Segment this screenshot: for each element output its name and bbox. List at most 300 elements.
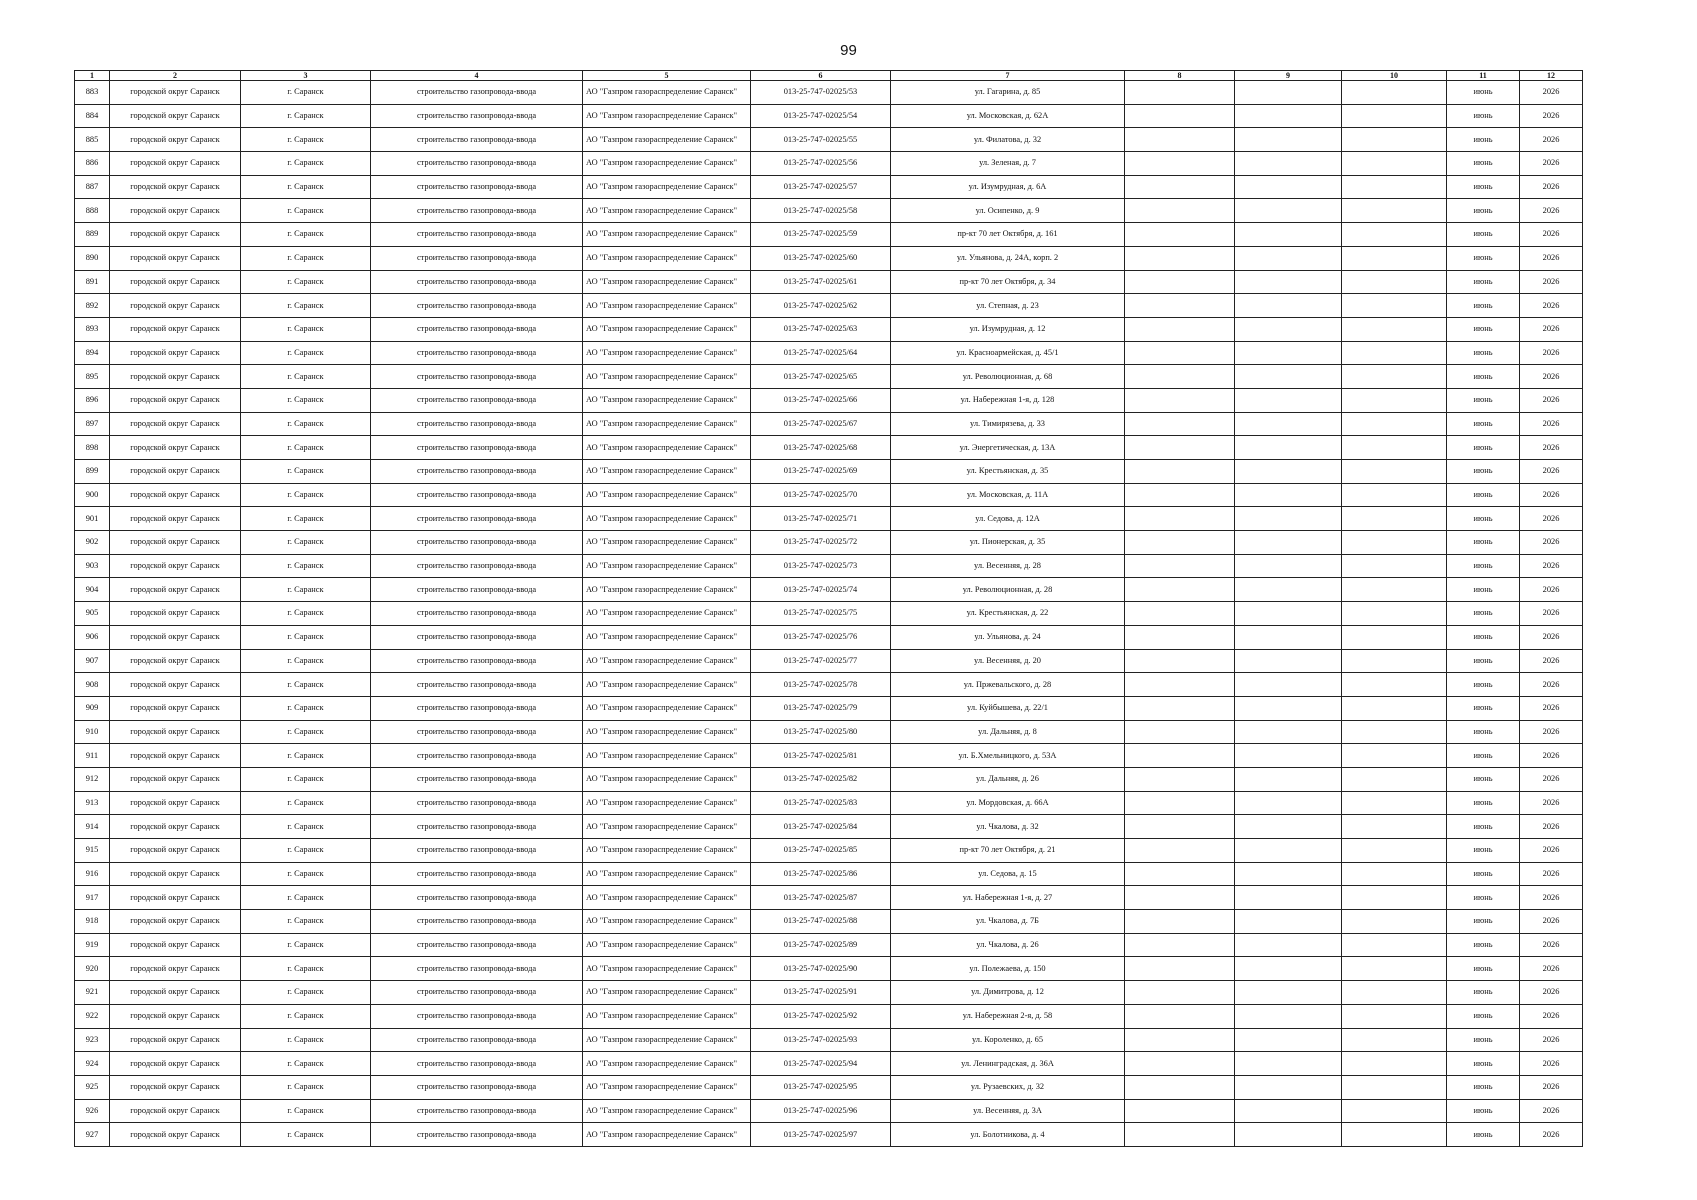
table-cell: [1235, 767, 1342, 791]
table-cell: 013-25-747-02025/71: [751, 507, 891, 531]
table-row: [75, 673, 1583, 697]
table-cell: ул. Набережная 1-я, д. 128: [891, 388, 1125, 412]
table-cell: [1125, 910, 1235, 934]
table-cell: июнь: [1447, 602, 1520, 626]
table-cell: 919: [75, 933, 110, 957]
table-cell: 013-25-747-02025/88: [751, 910, 891, 934]
table-cell: [1342, 673, 1447, 697]
table-cell: АО "Газпром газораспределение Саранск": [583, 815, 751, 839]
table-cell: 925: [75, 1075, 110, 1099]
table-row: [75, 460, 1583, 484]
table-cell: строительство газопровода-ввода: [371, 910, 583, 934]
table-cell: 892: [75, 294, 110, 318]
table-row: [75, 199, 1583, 223]
table-cell: строительство газопровода-ввода: [371, 460, 583, 484]
table-cell: ул. Б.Хмельницкого, д. 53А: [891, 744, 1125, 768]
table-cell: 013-25-747-02025/82: [751, 767, 891, 791]
table-cell: [1125, 744, 1235, 768]
table-cell: [1125, 199, 1235, 223]
table-cell: АО "Газпром газораспределение Саранск": [583, 720, 751, 744]
table-cell: 2026: [1520, 365, 1583, 389]
table-cell: АО "Газпром газораспределение Саранск": [583, 1075, 751, 1099]
table-cell: июнь: [1447, 696, 1520, 720]
table-cell: г. Саранск: [241, 388, 371, 412]
table-cell: строительство газопровода-ввода: [371, 815, 583, 839]
table-cell: [1235, 104, 1342, 128]
table-cell: АО "Газпром газораспределение Саранск": [583, 365, 751, 389]
table-cell: городской округ Саранск: [110, 1123, 241, 1147]
table-row: [75, 81, 1583, 105]
table-cell: 912: [75, 767, 110, 791]
table-cell: г. Саранск: [241, 886, 371, 910]
table-cell: [1125, 436, 1235, 460]
table-cell: строительство газопровода-ввода: [371, 436, 583, 460]
table-cell: АО "Газпром газораспределение Саранск": [583, 507, 751, 531]
table-cell: строительство газопровода-ввода: [371, 720, 583, 744]
table-cell: июнь: [1447, 554, 1520, 578]
table-cell: АО "Газпром газораспределение Саранск": [583, 767, 751, 791]
table-row: [75, 507, 1583, 531]
table-cell: АО "Газпром газораспределение Саранск": [583, 649, 751, 673]
table-cell: [1235, 649, 1342, 673]
table-cell: 2026: [1520, 696, 1583, 720]
table-cell: июнь: [1447, 862, 1520, 886]
table-cell: [1342, 886, 1447, 910]
table-cell: 013-25-747-02025/57: [751, 175, 891, 199]
table-row: [75, 412, 1583, 436]
table-cell: строительство газопровода-ввода: [371, 294, 583, 318]
table-cell: 013-25-747-02025/97: [751, 1123, 891, 1147]
table-cell: 890: [75, 246, 110, 270]
table-cell: строительство газопровода-ввода: [371, 1075, 583, 1099]
table-cell: г. Саранск: [241, 933, 371, 957]
table-cell: июнь: [1447, 412, 1520, 436]
table-cell: ул. Весенняя, д. 28: [891, 554, 1125, 578]
table-cell: [1235, 270, 1342, 294]
table-cell: ул. Ульянова, д. 24А, корп. 2: [891, 246, 1125, 270]
table-cell: ул. Ульянова, д. 24: [891, 625, 1125, 649]
table-cell: [1342, 1028, 1447, 1052]
table-cell: 2026: [1520, 673, 1583, 697]
table-row: [75, 981, 1583, 1005]
table-cell: [1342, 957, 1447, 981]
table-cell: ул. Крестьянская, д. 22: [891, 602, 1125, 626]
table-cell: 905: [75, 602, 110, 626]
table-cell: строительство газопровода-ввода: [371, 317, 583, 341]
table-cell: 884: [75, 104, 110, 128]
table-cell: 917: [75, 886, 110, 910]
table-cell: строительство газопровода-ввода: [371, 744, 583, 768]
table-cell: АО "Газпром газораспределение Саранск": [583, 128, 751, 152]
table-cell: 2026: [1520, 175, 1583, 199]
table-cell: [1125, 1099, 1235, 1123]
table-cell: 013-25-747-02025/61: [751, 270, 891, 294]
table-cell: 2026: [1520, 317, 1583, 341]
table-cell: июнь: [1447, 128, 1520, 152]
table-cell: г. Саранск: [241, 507, 371, 531]
table-cell: июнь: [1447, 981, 1520, 1005]
table-cell: [1125, 294, 1235, 318]
table-cell: [1342, 507, 1447, 531]
table-cell: [1342, 388, 1447, 412]
table-cell: [1342, 1075, 1447, 1099]
table-cell: строительство газопровода-ввода: [371, 839, 583, 863]
table-cell: [1342, 199, 1447, 223]
table-cell: 013-25-747-02025/58: [751, 199, 891, 223]
table-cell: 2026: [1520, 625, 1583, 649]
table-cell: АО "Газпром газораспределение Саранск": [583, 554, 751, 578]
table-cell: АО "Газпром газораспределение Саранск": [583, 388, 751, 412]
table-cell: [1342, 1123, 1447, 1147]
table-cell: [1125, 933, 1235, 957]
table-cell: [1235, 436, 1342, 460]
table-cell: 2026: [1520, 199, 1583, 223]
table-cell: 2026: [1520, 412, 1583, 436]
table-cell: [1235, 152, 1342, 176]
table-cell: [1235, 578, 1342, 602]
table-cell: строительство газопровода-ввода: [371, 483, 583, 507]
table-cell: 013-25-747-02025/94: [751, 1052, 891, 1076]
table-cell: 2026: [1520, 744, 1583, 768]
table-cell: г. Саранск: [241, 294, 371, 318]
table-cell: июнь: [1447, 199, 1520, 223]
table-cell: строительство газопровода-ввода: [371, 957, 583, 981]
table-cell: городской округ Саранск: [110, 649, 241, 673]
table-body: [75, 81, 1583, 1147]
table-cell: [1235, 602, 1342, 626]
table-cell: [1125, 578, 1235, 602]
table-cell: г. Саранск: [241, 246, 371, 270]
table-row: [75, 602, 1583, 626]
table-cell: [1342, 839, 1447, 863]
table-cell: июнь: [1447, 223, 1520, 247]
table-cell: г. Саранск: [241, 981, 371, 1005]
table-cell: ул. Болотникова, д. 4: [891, 1123, 1125, 1147]
table-cell: [1342, 270, 1447, 294]
table-cell: городской округ Саранск: [110, 673, 241, 697]
table-cell: 908: [75, 673, 110, 697]
table-cell: июнь: [1447, 673, 1520, 697]
table-cell: ул. Гагарина, д. 85: [891, 81, 1125, 105]
table-cell: [1125, 839, 1235, 863]
table-cell: 013-25-747-02025/63: [751, 317, 891, 341]
table-cell: [1125, 531, 1235, 555]
table-cell: [1235, 791, 1342, 815]
table-row: [75, 720, 1583, 744]
table-cell: 918: [75, 910, 110, 934]
table-cell: строительство газопровода-ввода: [371, 1028, 583, 1052]
table-cell: г. Саранск: [241, 673, 371, 697]
table-cell: [1342, 602, 1447, 626]
table-cell: ул. Степная, д. 23: [891, 294, 1125, 318]
table-cell: июнь: [1447, 483, 1520, 507]
table-cell: 013-25-747-02025/75: [751, 602, 891, 626]
table-row: [75, 365, 1583, 389]
table-cell: июнь: [1447, 104, 1520, 128]
table-cell: г. Саранск: [241, 578, 371, 602]
table-cell: июнь: [1447, 436, 1520, 460]
table-cell: [1125, 720, 1235, 744]
table-cell: строительство газопровода-ввода: [371, 1052, 583, 1076]
table-cell: 2026: [1520, 886, 1583, 910]
table-cell: [1342, 910, 1447, 934]
page-number: 99: [840, 42, 857, 59]
table-cell: [1342, 578, 1447, 602]
table-cell: г. Саранск: [241, 1028, 371, 1052]
table-cell: [1235, 839, 1342, 863]
table-cell: строительство газопровода-ввода: [371, 199, 583, 223]
table-cell: [1125, 1028, 1235, 1052]
table-cell: г. Саранск: [241, 531, 371, 555]
table-cell: г. Саранск: [241, 1099, 371, 1123]
table-cell: [1342, 625, 1447, 649]
table-cell: ул. Весенняя, д. 3А: [891, 1099, 1125, 1123]
table-cell: июнь: [1447, 815, 1520, 839]
table-cell: городской округ Саранск: [110, 81, 241, 105]
table-cell: ул. Изумрудная, д. 12: [891, 317, 1125, 341]
table-cell: городской округ Саранск: [110, 507, 241, 531]
table-cell: 2026: [1520, 767, 1583, 791]
table-cell: г. Саранск: [241, 365, 371, 389]
table-cell: 2026: [1520, 815, 1583, 839]
table-cell: городской округ Саранск: [110, 246, 241, 270]
table-cell: городской округ Саранск: [110, 578, 241, 602]
table-cell: [1125, 152, 1235, 176]
table-row: [75, 104, 1583, 128]
table-cell: [1235, 1123, 1342, 1147]
table-cell: строительство газопровода-ввода: [371, 152, 583, 176]
table-cell: ул. Осипенко, д. 9: [891, 199, 1125, 223]
table-cell: [1125, 981, 1235, 1005]
table-cell: 013-25-747-02025/92: [751, 1004, 891, 1028]
table-cell: [1125, 791, 1235, 815]
table-cell: 013-25-747-02025/62: [751, 294, 891, 318]
table-cell: ул. Седова, д. 12А: [891, 507, 1125, 531]
table-row: [75, 933, 1583, 957]
table-cell: 2026: [1520, 507, 1583, 531]
table-cell: [1342, 412, 1447, 436]
table-cell: 900: [75, 483, 110, 507]
table-cell: 2026: [1520, 910, 1583, 934]
table-cell: 2026: [1520, 483, 1583, 507]
table-cell: ул. Ленинградская, д. 36А: [891, 1052, 1125, 1076]
table-cell: городской округ Саранск: [110, 862, 241, 886]
table-cell: [1235, 1052, 1342, 1076]
table-cell: [1235, 294, 1342, 318]
table-row: [75, 1099, 1583, 1123]
table-cell: городской округ Саранск: [110, 815, 241, 839]
table-cell: [1125, 815, 1235, 839]
table-cell: 013-25-747-02025/73: [751, 554, 891, 578]
table-cell: АО "Газпром газораспределение Саранск": [583, 602, 751, 626]
table-cell: [1235, 531, 1342, 555]
table-cell: 013-25-747-02025/89: [751, 933, 891, 957]
table-row: [75, 625, 1583, 649]
table-row: [75, 246, 1583, 270]
table-cell: 013-25-747-02025/76: [751, 625, 891, 649]
table-cell: июнь: [1447, 175, 1520, 199]
table-cell: ул. Крестьянская, д. 35: [891, 460, 1125, 484]
table-cell: июнь: [1447, 531, 1520, 555]
table-cell: 887: [75, 175, 110, 199]
table-cell: 013-25-747-02025/70: [751, 483, 891, 507]
table-cell: городской округ Саранск: [110, 625, 241, 649]
table-cell: [1342, 1004, 1447, 1028]
table-cell: [1235, 1099, 1342, 1123]
table-cell: строительство газопровода-ввода: [371, 531, 583, 555]
table-cell: строительство газопровода-ввода: [371, 886, 583, 910]
table-cell: г. Саранск: [241, 152, 371, 176]
table-cell: 897: [75, 412, 110, 436]
table-cell: городской округ Саранск: [110, 483, 241, 507]
table-cell: АО "Газпром газораспределение Саранск": [583, 317, 751, 341]
table-cell: [1342, 128, 1447, 152]
table-cell: июнь: [1447, 507, 1520, 531]
table-cell: [1342, 744, 1447, 768]
table-cell: строительство газопровода-ввода: [371, 81, 583, 105]
table-cell: АО "Газпром газораспределение Саранск": [583, 483, 751, 507]
table-cell: АО "Газпром газораспределение Саранск": [583, 246, 751, 270]
table-cell: 013-25-747-02025/96: [751, 1099, 891, 1123]
table-cell: г. Саранск: [241, 81, 371, 105]
table-cell: г. Саранск: [241, 128, 371, 152]
table-cell: ул. Димитрова, д. 12: [891, 981, 1125, 1005]
table-cell: АО "Газпром газораспределение Саранск": [583, 341, 751, 365]
table-cell: июнь: [1447, 1099, 1520, 1123]
table-cell: [1125, 270, 1235, 294]
column-header: 10: [1342, 71, 1447, 81]
table-cell: 2026: [1520, 246, 1583, 270]
table-cell: городской округ Саранск: [110, 886, 241, 910]
table-cell: АО "Газпром газораспределение Саранск": [583, 436, 751, 460]
table-cell: 915: [75, 839, 110, 863]
table-cell: пр-кт 70 лет Октября, д. 34: [891, 270, 1125, 294]
table-cell: 922: [75, 1004, 110, 1028]
table-cell: 2026: [1520, 720, 1583, 744]
table-cell: 883: [75, 81, 110, 105]
table-cell: [1235, 507, 1342, 531]
table-cell: пр-кт 70 лет Октября, д. 161: [891, 223, 1125, 247]
table-cell: АО "Газпром газораспределение Саранск": [583, 460, 751, 484]
table-cell: 013-25-747-02025/95: [751, 1075, 891, 1099]
column-header: 8: [1125, 71, 1235, 81]
column-header: 11: [1447, 71, 1520, 81]
table-cell: [1235, 744, 1342, 768]
table-cell: 913: [75, 791, 110, 815]
table-cell: июнь: [1447, 81, 1520, 105]
table-cell: городской округ Саранск: [110, 791, 241, 815]
table-cell: строительство газопровода-ввода: [371, 270, 583, 294]
table-cell: ул. Чкалова, д. 32: [891, 815, 1125, 839]
table-cell: [1235, 886, 1342, 910]
table-cell: АО "Газпром газораспределение Саранск": [583, 223, 751, 247]
table-cell: ул. Куйбышева, д. 22/1: [891, 696, 1125, 720]
table-cell: г. Саранск: [241, 791, 371, 815]
table-cell: 2026: [1520, 578, 1583, 602]
table-cell: июнь: [1447, 1123, 1520, 1147]
table-cell: г. Саранск: [241, 270, 371, 294]
table-cell: ул. Филатова, д. 32: [891, 128, 1125, 152]
table-cell: 013-25-747-02025/90: [751, 957, 891, 981]
column-header: 4: [371, 71, 583, 81]
table-cell: [1125, 317, 1235, 341]
table-cell: строительство газопровода-ввода: [371, 673, 583, 697]
table-cell: [1125, 507, 1235, 531]
table-cell: 013-25-747-02025/86: [751, 862, 891, 886]
table-cell: городской округ Саранск: [110, 957, 241, 981]
table-cell: [1125, 1075, 1235, 1099]
table-cell: [1125, 365, 1235, 389]
table-cell: 2026: [1520, 981, 1583, 1005]
table-row: [75, 696, 1583, 720]
table-cell: АО "Газпром газораспределение Саранск": [583, 1052, 751, 1076]
table-cell: г. Саранск: [241, 625, 371, 649]
table-cell: июнь: [1447, 744, 1520, 768]
table-cell: городской округ Саранск: [110, 720, 241, 744]
table-cell: [1125, 388, 1235, 412]
table-cell: строительство газопровода-ввода: [371, 578, 583, 602]
table-cell: [1342, 175, 1447, 199]
table-cell: городской округ Саранск: [110, 1028, 241, 1052]
table-cell: АО "Газпром газораспределение Саранск": [583, 957, 751, 981]
table-cell: июнь: [1447, 152, 1520, 176]
table-cell: ул. Дальняя, д. 26: [891, 767, 1125, 791]
table-cell: 2026: [1520, 152, 1583, 176]
table-cell: 906: [75, 625, 110, 649]
table-cell: ул. Короленко, д. 65: [891, 1028, 1125, 1052]
table-cell: [1342, 696, 1447, 720]
table-row: [75, 767, 1583, 791]
table-cell: 907: [75, 649, 110, 673]
table-row: [75, 886, 1583, 910]
table-cell: 924: [75, 1052, 110, 1076]
table-cell: 013-25-747-02025/66: [751, 388, 891, 412]
table-cell: ул. Набережная 1-я, д. 27: [891, 886, 1125, 910]
table-cell: АО "Газпром газораспределение Саранск": [583, 981, 751, 1005]
table-cell: г. Саранск: [241, 839, 371, 863]
table-cell: строительство газопровода-ввода: [371, 649, 583, 673]
table-cell: [1235, 696, 1342, 720]
table-cell: строительство газопровода-ввода: [371, 933, 583, 957]
table-cell: г. Саранск: [241, 720, 371, 744]
table-cell: городской округ Саранск: [110, 554, 241, 578]
table-row: [75, 1052, 1583, 1076]
table-cell: 013-25-747-02025/67: [751, 412, 891, 436]
table-cell: г. Саранск: [241, 199, 371, 223]
table-cell: городской округ Саранск: [110, 1004, 241, 1028]
table-cell: [1342, 152, 1447, 176]
header-row: [75, 71, 1583, 81]
table-cell: [1342, 317, 1447, 341]
column-header: 2: [110, 71, 241, 81]
table-cell: 2026: [1520, 1075, 1583, 1099]
table-cell: г. Саранск: [241, 744, 371, 768]
table-cell: АО "Газпром газораспределение Саранск": [583, 1028, 751, 1052]
table-cell: г. Саранск: [241, 483, 371, 507]
table-cell: г. Саранск: [241, 104, 371, 128]
table-row: [75, 483, 1583, 507]
table-cell: 891: [75, 270, 110, 294]
table-cell: 911: [75, 744, 110, 768]
column-header: 5: [583, 71, 751, 81]
table-cell: городской округ Саранск: [110, 317, 241, 341]
table-cell: г. Саранск: [241, 1123, 371, 1147]
table-cell: АО "Газпром газораспределение Саранск": [583, 152, 751, 176]
table-cell: июнь: [1447, 270, 1520, 294]
table-cell: [1125, 625, 1235, 649]
table-cell: городской округ Саранск: [110, 388, 241, 412]
table-cell: [1342, 436, 1447, 460]
